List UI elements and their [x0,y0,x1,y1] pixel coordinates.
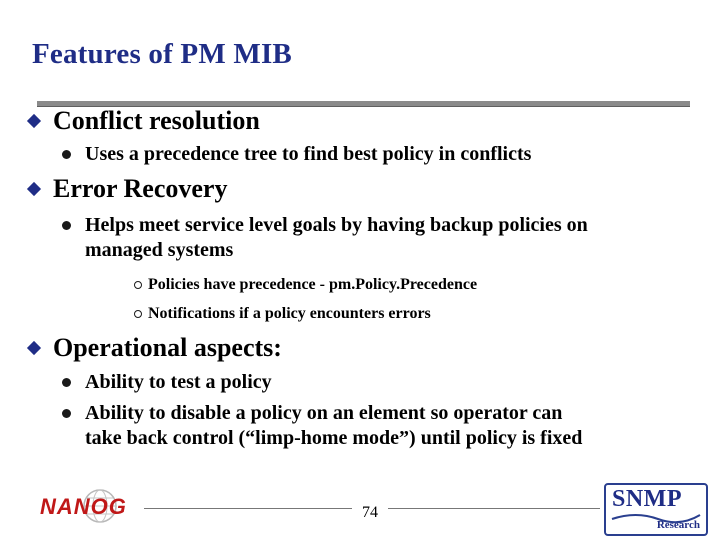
sub-sub-bullet-text: Notifications if a policy encounters errors [148,305,431,322]
diamond-bullet-icon [27,341,41,355]
sub-sub-bullet-precedence [134,276,477,294]
snmp-research-logo [604,483,708,536]
diamond-bullet-icon [27,182,41,196]
ring-bullet-icon [134,281,142,289]
sub-bullet-precedence-tree [62,142,531,167]
sub-sub-bullet-notifications [134,305,431,323]
sub-bullet-text: Uses a precedence tree to find best policy in conflicts [85,143,532,165]
bullet-heading: Error Recovery [53,174,228,203]
dot-bullet-icon [62,150,71,159]
nanog-logo [40,488,142,524]
bullet-conflict-resolution [29,106,260,136]
nanog-logo-text: NANOG [40,494,127,519]
sub-bullet-disable-policy [62,401,582,451]
slide-title: Features of PM MIB [32,38,292,70]
diamond-bullet-icon [27,114,41,128]
sub-bullet-text [85,213,588,263]
sub-bullet-text: Ability to test a policy [85,371,272,393]
line-2: managed systems [85,239,234,261]
bullet-operational-aspects [29,333,282,363]
line-1: Ability to disable a policy on an element so operator can [85,402,563,424]
line-1: Helps meet service level goals by having backup policies on [85,214,588,236]
bullet-heading: Operational aspects: [53,333,282,362]
sub-bullet-service-level [62,213,588,263]
snmp-logo-title: SNMP [612,486,682,512]
dot-bullet-icon [62,221,71,230]
dot-bullet-icon [62,378,71,387]
ring-bullet-icon [134,310,142,318]
bullet-error-recovery [29,174,227,204]
line-2: take back control (“limp-home mode”) until policy is fixed [85,427,583,449]
sub-bullet-test-policy [62,370,272,395]
bullet-heading: Conflict resolution [53,106,260,135]
page-number: 74 [352,504,388,528]
sub-bullet-text [85,401,582,451]
dot-bullet-icon [62,409,71,418]
snmp-logo-subtitle: Research [656,519,700,531]
sub-sub-bullet-text: Policies have precedence - pm.Policy.Precedence [148,276,478,293]
